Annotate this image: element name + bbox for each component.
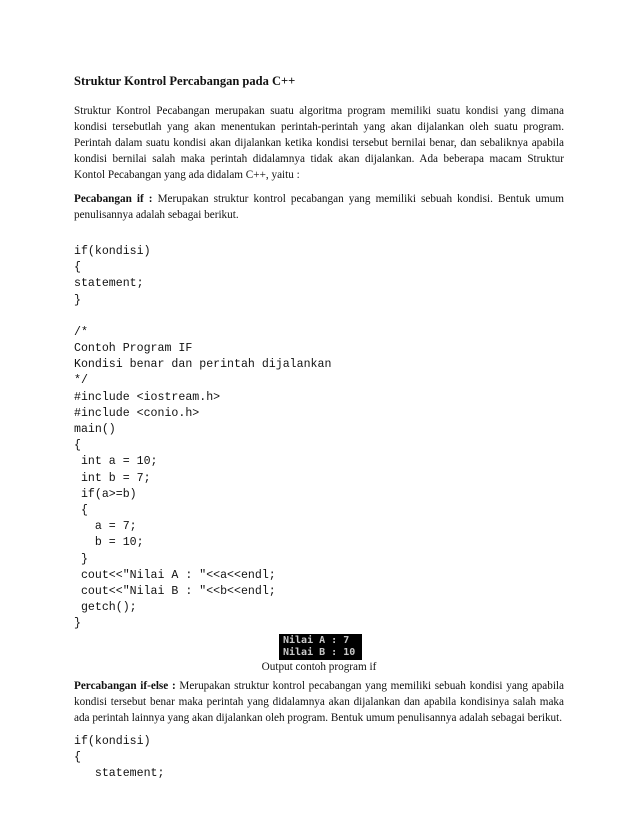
- document-body: [74, 73, 564, 782]
- figure-caption: Output contoh program if: [261, 660, 377, 673]
- if-section-text: Merupakan struktur kontrol pecabangan yang memiliki sebuah kondisi. Bentuk umum penulisannya adalah sebagai berikut.: [74, 193, 564, 221]
- ifelse-section-text: Merupakan struktur kontrol pecabangan yang memiliki sebuah kondisi yang apabila kondisi tersebut benar maka perintah yang didalamnya akan dijalankan dan apabila kondisinya salah maka ada perintah lainnya yang akan dijalankan oleh program. Bentuk umum penulisannya adalah sebagai berikut.: [74, 679, 565, 724]
- console-line-a: Nilai A : 7: [283, 634, 350, 646]
- console-output-figure: [74, 634, 564, 660]
- if-syntax-code: if(kondisi) { statement; }: [74, 245, 151, 307]
- document-title: Struktur Kontrol Percabangan pada C++: [74, 74, 296, 88]
- if-program-code: /* Contoh Program IF Kondisi benar dan perintah dijalankan */ #include <iostream.h> #include <conio.h> main() { int a = 10; int b = 7; if(a>=b) { a = 7; b = 10; } cout<<"Nilai A : "<<a<<endl; cout<<"Nilai B : "<<b<<endl; getch(); }: [74, 325, 332, 631]
- ifelse-section-paragraph: [74, 678, 564, 726]
- if-section-paragraph: [74, 191, 564, 223]
- ifelse-section-heading: Percabangan if-else :: [74, 679, 176, 692]
- console-line-b: Nilai B : 10: [283, 646, 356, 658]
- intro-paragraph: Struktur Kontrol Pecabangan merupakan suatu algoritma program memiliki suatu kondisi yang dimana kondisi tersebutlah yang akan menentukan perintah-perintah yang akan dijalankan oleh suatu program. Perintah dalam suatu kondisi akan dijalankan ketika kondisi tersebut bernilai benar, dan sebaliknya apabila kondisi bernilai salah maka perintah didalamnya tidak akan dijalankan. Ada beberapa macam Struktur Kontol Pecabangan yang ada didalam C++, yaitu :: [74, 105, 564, 181]
- console-output-image: [279, 634, 362, 660]
- ifelse-syntax-code: if(kondisi) { statement;: [74, 734, 165, 781]
- if-section-heading: Pecabangan if :: [74, 193, 153, 205]
